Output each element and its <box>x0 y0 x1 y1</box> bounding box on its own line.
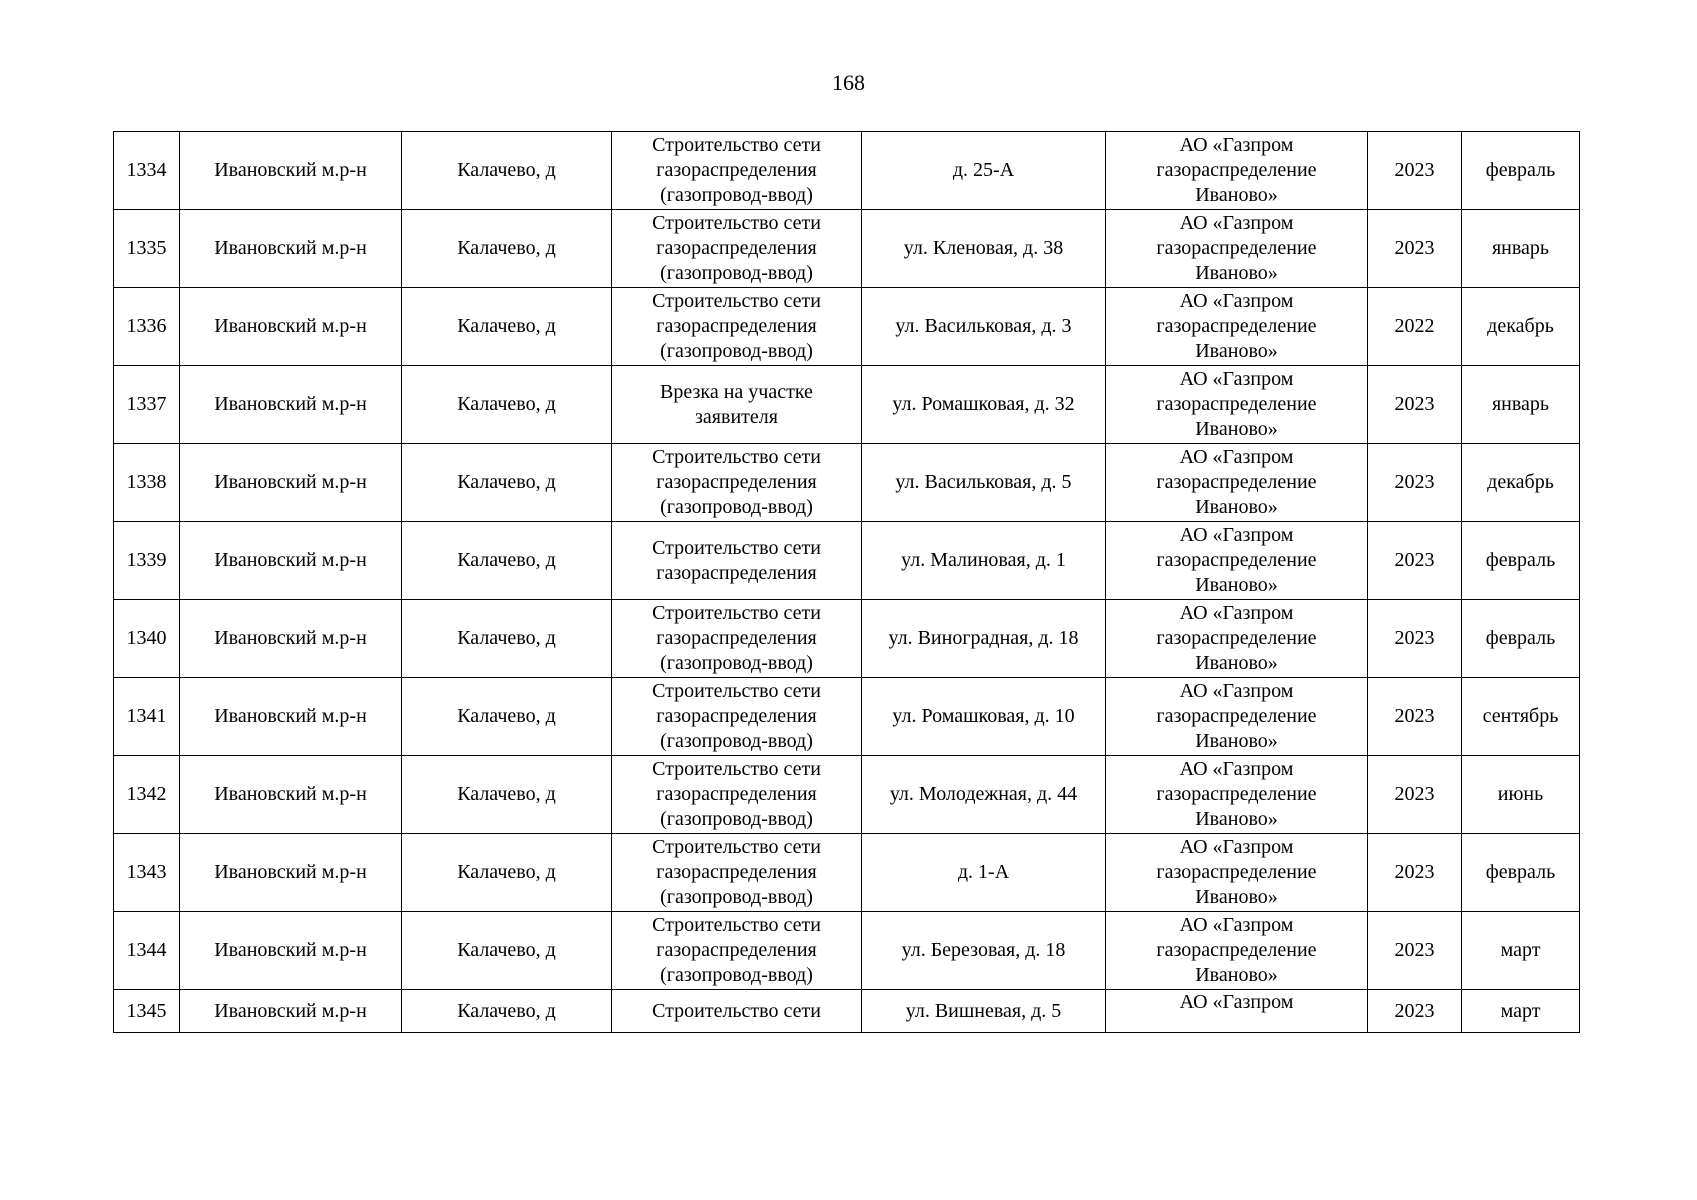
org-line: газораспределение <box>1156 939 1317 961</box>
work-type-line: Строительство сети <box>652 758 821 780</box>
cell-org <box>1106 678 1368 756</box>
cell-number: 1336 <box>114 288 180 366</box>
cell-address: ул. Вишневая, д. 5 <box>862 990 1106 1033</box>
work-type-line: газораспределения <box>656 471 817 493</box>
org-line: АО «Газпром <box>1179 836 1294 858</box>
cell-address: ул. Ромашковая, д. 10 <box>862 678 1106 756</box>
work-type-line: Строительство сети <box>652 446 821 468</box>
work-type-line: газораспределения <box>656 237 817 259</box>
cell-month: февраль <box>1462 834 1580 912</box>
cell-month: февраль <box>1462 600 1580 678</box>
cell-year: 2023 <box>1368 834 1462 912</box>
org-line: АО «Газпром <box>1179 914 1294 936</box>
cell-district: Ивановский м.р-н <box>180 912 402 990</box>
cell-org <box>1106 600 1368 678</box>
cell-month: март <box>1462 912 1580 990</box>
cell-settlement: Калачево, д <box>402 834 612 912</box>
cell-number: 1338 <box>114 444 180 522</box>
org-line: Иваново» <box>1195 574 1278 596</box>
cell-work-type <box>612 444 862 522</box>
work-type-line: (газопровод-ввод) <box>660 262 813 284</box>
work-type-line: газораспределения <box>656 315 817 337</box>
cell-district: Ивановский м.р-н <box>180 288 402 366</box>
cell-number: 1337 <box>114 366 180 444</box>
cell-district: Ивановский м.р-н <box>180 444 402 522</box>
cell-work-type <box>612 210 862 288</box>
cell-district: Ивановский м.р-н <box>180 756 402 834</box>
cell-org <box>1106 288 1368 366</box>
cell-work-type <box>612 834 862 912</box>
cell-settlement: Калачево, д <box>402 990 612 1033</box>
cell-number: 1335 <box>114 210 180 288</box>
org-line: газораспределение <box>1156 783 1317 805</box>
cell-address: ул. Малиновая, д. 1 <box>862 522 1106 600</box>
work-type-line: (газопровод-ввод) <box>660 652 813 674</box>
org-line: АО «Газпром <box>1179 446 1294 468</box>
work-type-line: Строительство сети <box>652 999 821 1022</box>
table-row <box>114 990 1580 1033</box>
cell-settlement: Калачево, д <box>402 756 612 834</box>
table-row <box>114 288 1580 366</box>
cell-district: Ивановский м.р-н <box>180 600 402 678</box>
cell-year: 2023 <box>1368 444 1462 522</box>
cell-number: 1342 <box>114 756 180 834</box>
org-line: газораспределение <box>1156 705 1317 727</box>
work-type-line: (газопровод-ввод) <box>660 340 813 362</box>
cell-month: февраль <box>1462 522 1580 600</box>
org-line: Иваново» <box>1195 652 1278 674</box>
work-type-line: Строительство сети <box>652 290 821 312</box>
cell-district: Ивановский м.р-н <box>180 366 402 444</box>
work-type-line: (газопровод-ввод) <box>660 496 813 518</box>
cell-org <box>1106 912 1368 990</box>
work-type-line: газораспределения <box>656 561 817 584</box>
cell-settlement: Калачево, д <box>402 132 612 210</box>
gasification-table <box>113 131 1580 1033</box>
cell-month: февраль <box>1462 132 1580 210</box>
cell-year: 2023 <box>1368 210 1462 288</box>
org-line: Иваново» <box>1195 964 1278 986</box>
org-line: АО «Газпром <box>1179 524 1294 546</box>
work-type-line: Врезка на участке <box>660 380 813 403</box>
cell-number: 1343 <box>114 834 180 912</box>
cell-address: ул. Кленовая, д. 38 <box>862 210 1106 288</box>
org-line: АО «Газпром <box>1179 212 1294 234</box>
table-row <box>114 834 1580 912</box>
cell-year: 2023 <box>1368 132 1462 210</box>
table-row <box>114 132 1580 210</box>
cell-district: Ивановский м.р-н <box>180 210 402 288</box>
cell-work-type <box>612 366 862 444</box>
cell-work-type <box>612 756 862 834</box>
cell-settlement: Калачево, д <box>402 912 612 990</box>
org-line: газораспределение <box>1156 393 1317 415</box>
cell-address: д. 1-А <box>862 834 1106 912</box>
org-line: Иваново» <box>1195 262 1278 284</box>
work-type-line: Строительство сети <box>652 536 821 559</box>
cell-org <box>1106 132 1368 210</box>
cell-org <box>1106 756 1368 834</box>
work-type-line: газораспределения <box>656 783 817 805</box>
cell-settlement: Калачево, д <box>402 366 612 444</box>
cell-month: декабрь <box>1462 444 1580 522</box>
cell-year: 2023 <box>1368 522 1462 600</box>
org-line: Иваново» <box>1195 496 1278 518</box>
org-line: АО «Газпром <box>1179 368 1294 390</box>
org-line: газораспределение <box>1156 549 1317 571</box>
work-type-line: газораспределения <box>656 861 817 883</box>
cell-address: ул. Ромашковая, д. 32 <box>862 366 1106 444</box>
cell-month: сентябрь <box>1462 678 1580 756</box>
cell-address: ул. Васильковая, д. 3 <box>862 288 1106 366</box>
cell-org <box>1106 990 1368 1033</box>
org-line: газораспределение <box>1156 315 1317 337</box>
cell-number: 1340 <box>114 600 180 678</box>
org-line: АО «Газпром <box>1179 290 1294 312</box>
cell-month: март <box>1462 990 1580 1033</box>
cell-number: 1345 <box>114 990 180 1033</box>
cell-district: Ивановский м.р-н <box>180 522 402 600</box>
cell-district: Ивановский м.р-н <box>180 678 402 756</box>
org-line: Иваново» <box>1195 340 1278 362</box>
work-type-line: Строительство сети <box>652 680 821 702</box>
cell-work-type <box>612 522 862 600</box>
table-body <box>114 132 1580 1033</box>
cell-org <box>1106 210 1368 288</box>
cell-district: Ивановский м.р-н <box>180 132 402 210</box>
org-line: АО «Газпром <box>1179 680 1294 702</box>
work-type-line: (газопровод-ввод) <box>660 184 813 206</box>
work-type-line: газораспределения <box>656 705 817 727</box>
table-row <box>114 678 1580 756</box>
table-row <box>114 444 1580 522</box>
cell-work-type <box>612 288 862 366</box>
table-row <box>114 756 1580 834</box>
work-type-line: Строительство сети <box>652 212 821 234</box>
org-line: АО «Газпром <box>1179 991 1294 1013</box>
work-type-line: заявителя <box>695 405 778 428</box>
cell-number: 1341 <box>114 678 180 756</box>
cell-work-type <box>612 912 862 990</box>
org-line: газораспределение <box>1156 237 1317 259</box>
cell-district: Ивановский м.р-н <box>180 990 402 1033</box>
cell-settlement: Калачево, д <box>402 522 612 600</box>
cell-work-type <box>612 990 862 1033</box>
org-line: Иваново» <box>1195 184 1278 206</box>
cell-month: декабрь <box>1462 288 1580 366</box>
cell-settlement: Калачево, д <box>402 288 612 366</box>
table-row <box>114 210 1580 288</box>
work-type-line: газораспределения <box>656 627 817 649</box>
page-number: 168 <box>832 70 865 95</box>
cell-month: июнь <box>1462 756 1580 834</box>
cell-year: 2023 <box>1368 366 1462 444</box>
work-type-line: (газопровод-ввод) <box>660 964 813 986</box>
table-row <box>114 912 1580 990</box>
org-line: АО «Газпром <box>1179 758 1294 780</box>
cell-year: 2023 <box>1368 756 1462 834</box>
cell-org <box>1106 522 1368 600</box>
work-type-line: Строительство сети <box>652 134 821 156</box>
cell-work-type <box>612 678 862 756</box>
cell-work-type <box>612 132 862 210</box>
cell-settlement: Калачево, д <box>402 210 612 288</box>
cell-settlement: Калачево, д <box>402 678 612 756</box>
org-line: Иваново» <box>1195 418 1278 440</box>
org-line: газораспределение <box>1156 627 1317 649</box>
table-row <box>114 522 1580 600</box>
cell-address: ул. Молодежная, д. 44 <box>862 756 1106 834</box>
cell-org <box>1106 834 1368 912</box>
cell-address: ул. Березовая, д. 18 <box>862 912 1106 990</box>
org-line: Иваново» <box>1195 808 1278 830</box>
org-line: газораспределение <box>1156 159 1317 181</box>
work-type-line: (газопровод-ввод) <box>660 730 813 752</box>
work-type-line: Строительство сети <box>652 836 821 858</box>
work-type-line: Строительство сети <box>652 602 821 624</box>
cell-settlement: Калачево, д <box>402 600 612 678</box>
cell-settlement: Калачево, д <box>402 444 612 522</box>
cell-number: 1344 <box>114 912 180 990</box>
cell-year: 2023 <box>1368 678 1462 756</box>
cell-work-type <box>612 600 862 678</box>
org-line: Иваново» <box>1195 886 1278 908</box>
cell-year: 2023 <box>1368 600 1462 678</box>
work-type-line: Строительство сети <box>652 914 821 936</box>
cell-org <box>1106 366 1368 444</box>
cell-year: 2022 <box>1368 288 1462 366</box>
org-line: газораспределение <box>1156 471 1317 493</box>
table-row <box>114 366 1580 444</box>
cell-address: ул. Виноградная, д. 18 <box>862 600 1106 678</box>
cell-month: январь <box>1462 366 1580 444</box>
work-type-line: (газопровод-ввод) <box>660 808 813 830</box>
org-line: АО «Газпром <box>1179 134 1294 156</box>
cell-number: 1334 <box>114 132 180 210</box>
cell-address: д. 25-А <box>862 132 1106 210</box>
org-line: АО «Газпром <box>1179 602 1294 624</box>
cell-number: 1339 <box>114 522 180 600</box>
work-type-line: (газопровод-ввод) <box>660 886 813 908</box>
cell-district: Ивановский м.р-н <box>180 834 402 912</box>
work-type-line: газораспределения <box>656 939 817 961</box>
cell-month: январь <box>1462 210 1580 288</box>
org-line: газораспределение <box>1156 861 1317 883</box>
cell-org <box>1106 444 1368 522</box>
work-type-line: газораспределения <box>656 159 817 181</box>
org-line: Иваново» <box>1195 730 1278 752</box>
cell-year: 2023 <box>1368 912 1462 990</box>
cell-address: ул. Васильковая, д. 5 <box>862 444 1106 522</box>
table-row <box>114 600 1580 678</box>
cell-year: 2023 <box>1368 990 1462 1033</box>
